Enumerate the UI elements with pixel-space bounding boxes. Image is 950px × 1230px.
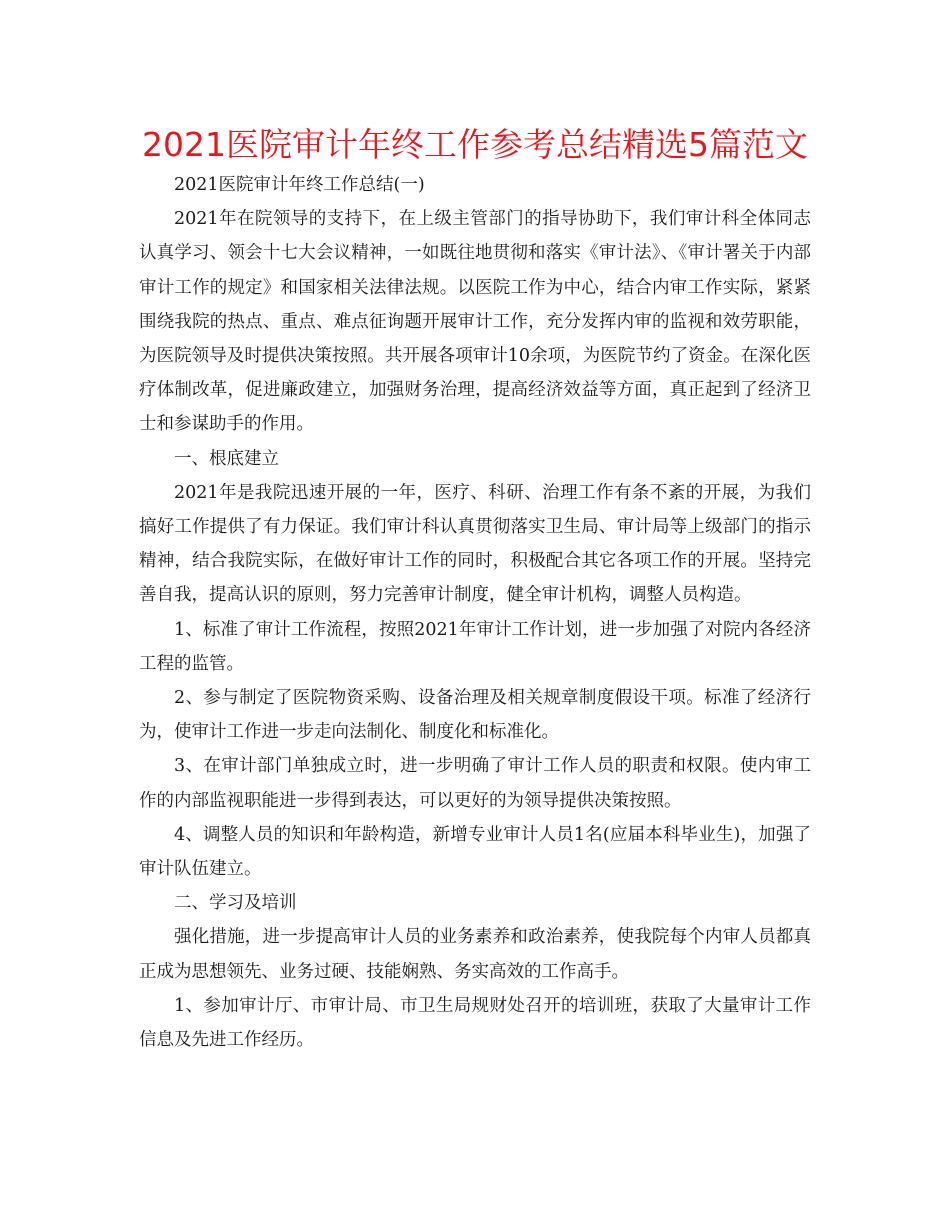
paragraph: 2021年在院领导的支持下，在上级主管部门的指导协助下，我们审计科全体同志认真学习、领会十七大会议精神，一如既往地贯彻和落实《审计法》、《审计署关于内部审计工作的规定》和国家相关法律法规。以医院工作为中心，结合内审工作实际，紧紧围绕我院的热点、重点、难点征询题开展审计工作，充分发挥内审的监视和效劳职能，为医院领导及时提供决策按照。共开展各项审计10余项，为医院节约了资金。在深化医疗体制改革，促进廉政建立，加强财务治理，提高经济效益等方面，真正起到了经济卫士和参谋助手的作用。 xyxy=(139,209,811,435)
section-heading: 二、学习及培训 xyxy=(174,893,297,914)
list-item: 3、在审计部门单独成立时，进一步明确了审计工作人员的职责和权限。使内审工作的内部监视职能进一步得到表达，可以更好的为领导提供决策按照。 xyxy=(139,756,811,811)
document-body xyxy=(139,168,811,1057)
paragraph: 强化措施，进一步提高审计人员的业务素养和政治素养，使我院每个内审人员都真正成为思想领先、业务过硬、技能娴熟、务实高效的工作高手。 xyxy=(139,927,811,982)
section-heading: 一、根底建立 xyxy=(174,448,279,469)
paragraph: 2021年是我院迅速开展的一年，医疗、科研、治理工作有条不紊的开展，为我们搞好工作提供了有力保证。我们审计科认真贯彻落实卫生局、审计局等上级部门的指示精神，结合我院实际，在做好审计工作的同时，积极配合其它各项工作的开展。坚持完善自我，提高认识的原则，努力完善审计制度，健全审计机构，调整人员构造。 xyxy=(139,482,811,606)
document-title: 2021医院审计年终工作参考总结精选5篇范文 xyxy=(142,125,808,164)
list-item: 4、调整人员的知识和年龄构造，新增专业审计人员1名(应届本科毕业生)，加强了审计队伍建立。 xyxy=(139,824,811,880)
list-item: 1、参加审计厅、市审计局、市卫生局规财处召开的培训班，获取了大量审计工作信息及先进工作经历。 xyxy=(139,995,811,1051)
section-heading: 2021医院审计年终工作总结(一) xyxy=(174,175,425,195)
list-item: 1、标准了审计工作流程，按照2021年审计工作计划，进一步加强了对院内各经济工程的监管。 xyxy=(139,619,811,674)
list-item: 2、参与制定了医院物资采购、设备治理及相关规章制度假设干项。标准了经济行为，使审计工作进一步走向法制化、制度化和标准化。 xyxy=(139,688,811,743)
